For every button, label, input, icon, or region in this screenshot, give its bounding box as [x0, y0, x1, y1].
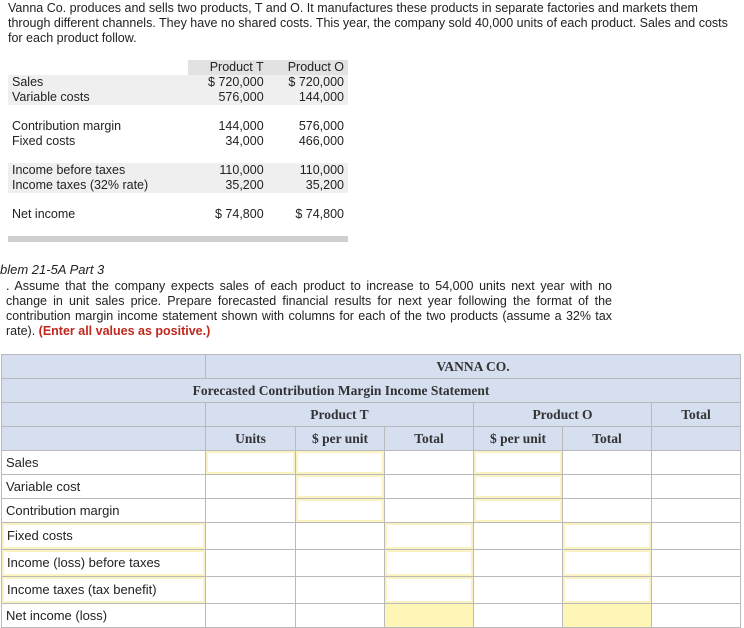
header-blank: [2, 355, 206, 379]
empty-cell: [474, 523, 563, 550]
row-label: Fixed costs: [2, 523, 205, 549]
varcost-t-per-unit-input[interactable]: [296, 475, 385, 499]
given-row-sales: [8, 75, 348, 90]
given-row-variable-costs: [8, 90, 348, 105]
row-label: Income (loss) before taxes: [2, 550, 205, 576]
empty-cell: [206, 475, 296, 499]
row-label: Net income (loss): [2, 604, 206, 628]
problem-intro: Vanna Co. produces and sells two products, T and O. It manufactures these products in separate factories and markets them through different channels. They have no shared costs. This year, the company sold 40,000 units of each product. Sales and costs for each product follow.: [8, 1, 728, 45]
header-o-per-unit: $ per unit: [474, 427, 563, 451]
cm-o-total-input[interactable]: [563, 499, 652, 523]
statement-product-row: [2, 403, 741, 427]
given-value-o: 576,000: [298, 119, 344, 133]
row-label: Income taxes (tax benefit): [2, 577, 205, 603]
given-label: Contribution margin: [12, 119, 122, 133]
net-o-total-input[interactable]: [563, 604, 652, 628]
forecast-statement-table: [1, 354, 741, 628]
given-header-product-o: Product O: [268, 60, 348, 75]
header-o-total: Total: [563, 427, 652, 451]
statement-row-sales: [2, 451, 741, 475]
sales-total-input[interactable]: [652, 451, 741, 475]
empty-cell: [296, 604, 385, 628]
given-value-o: $ 74,800: [295, 207, 344, 221]
given-value-t: 34,000: [225, 134, 264, 148]
header-total: Total: [652, 403, 741, 427]
given-label: Income before taxes: [8, 163, 188, 178]
empty-cell: [474, 577, 563, 604]
statement-column-row: [2, 427, 741, 451]
given-header-blank: [8, 60, 188, 75]
empty-cell: [206, 577, 296, 604]
given-row-contribution-margin: [8, 119, 348, 134]
fixed-total-input[interactable]: [652, 523, 741, 550]
sales-t-total-input[interactable]: [385, 451, 474, 475]
income-taxes-label-input[interactable]: [2, 577, 206, 604]
empty-cell: [206, 604, 296, 628]
cm-o-per-unit-input[interactable]: [474, 499, 563, 523]
tax-t-total-input[interactable]: [385, 577, 474, 604]
sales-units-input[interactable]: [206, 451, 296, 475]
fixed-costs-label-input[interactable]: [2, 523, 206, 550]
statement-row-variable-cost: [2, 475, 741, 499]
given-row-income-before-taxes: [8, 163, 348, 178]
given-bottom-rule: [8, 236, 348, 242]
cm-t-per-unit-input[interactable]: [296, 499, 385, 523]
given-value-t: $ 74,800: [214, 207, 264, 221]
given-value-t: 144,000: [218, 119, 264, 133]
sales-t-per-unit-input[interactable]: [296, 451, 385, 475]
given-value-o: 466,000: [298, 134, 344, 148]
header-units: Units: [206, 427, 296, 451]
income-before-taxes-label-input[interactable]: [2, 550, 206, 577]
header-t-per-unit: $ per unit: [296, 427, 385, 451]
varcost-t-total-input[interactable]: [385, 475, 474, 499]
header-blank: [2, 403, 206, 427]
empty-cell: [296, 523, 385, 550]
empty-cell: [296, 577, 385, 604]
statement-title: [2, 379, 741, 403]
varcost-o-total-input[interactable]: [563, 475, 652, 499]
given-row-fixed-costs: [8, 134, 348, 149]
header-product-o: Product O: [474, 403, 652, 427]
header-product-t: Product T: [206, 403, 474, 427]
statement-company: VANNA CO.: [206, 355, 741, 379]
net-t-total-input[interactable]: [385, 604, 474, 628]
given-value-o: 144,000: [268, 90, 348, 105]
given-gap: [8, 193, 348, 207]
empty-cell: [474, 604, 563, 628]
header-t-total: Total: [385, 427, 474, 451]
statement-row-income-before-taxes: [2, 550, 741, 577]
statement-title-text: Forecasted Contribution Margin Income Statement: [192, 382, 490, 398]
statement-row-income-taxes: [2, 577, 741, 604]
given-value-o: 110,000: [268, 163, 348, 178]
header-blank: [2, 427, 206, 451]
given-value-t: 110,000: [188, 163, 267, 178]
empty-cell: [474, 550, 563, 577]
part-title: blem 21-5A Part 3: [0, 262, 105, 277]
row-label: Sales: [2, 451, 206, 475]
statement-row-fixed-costs: [2, 523, 741, 550]
empty-cell: [206, 550, 296, 577]
ibt-t-total-input[interactable]: [385, 550, 474, 577]
fixed-o-total-input[interactable]: [563, 523, 652, 550]
given-label: Income taxes (32% rate): [8, 178, 188, 193]
sales-o-total-input[interactable]: [563, 451, 652, 475]
given-label: Fixed costs: [12, 134, 76, 148]
header-blank: [652, 427, 741, 451]
row-label: Variable cost: [2, 475, 206, 499]
ibt-total-input[interactable]: [652, 550, 741, 577]
given-label: Sales: [8, 75, 188, 90]
instruction-emphasis: (Enter all values as positive.): [38, 324, 211, 338]
sales-o-per-unit-input[interactable]: [474, 451, 563, 475]
instruction-text: . Assume that the company expects sales of each product to increase to 54,000 units next year with no change in unit sales price. Prepare forecasted financial results for next year following the format of the contribution margin income statement shown with columns for each of the two products (assume a 32% tax rate).: [6, 279, 612, 338]
varcost-o-per-unit-input[interactable]: [474, 475, 563, 499]
given-label: Variable costs: [8, 90, 188, 105]
tax-total-input[interactable]: [652, 577, 741, 604]
given-value-t: $ 720,000: [188, 75, 267, 90]
given-value-o: 35,200: [268, 178, 348, 193]
statement-company-row: [2, 355, 741, 379]
given-data-table: [8, 60, 348, 242]
statement-row-net-income: [2, 604, 741, 628]
given-row-net-income: [8, 207, 348, 222]
statement-title-row: [2, 379, 741, 403]
cm-t-total-input[interactable]: [385, 499, 474, 523]
empty-cell: [296, 550, 385, 577]
empty-cell: [206, 523, 296, 550]
given-value-t: 576,000: [188, 90, 267, 105]
given-gap: [8, 149, 348, 163]
given-label: Net income: [12, 207, 76, 221]
row-label: Contribution margin: [2, 499, 206, 523]
given-gap: [8, 222, 348, 236]
ibt-o-total-input[interactable]: [563, 550, 652, 577]
given-header-row: [8, 60, 348, 75]
part-instructions: [6, 279, 612, 339]
given-header-product-t: Product T: [188, 60, 267, 75]
varcost-total-input[interactable]: [652, 475, 741, 499]
given-row-income-taxes: [8, 178, 348, 193]
empty-cell: [206, 499, 296, 523]
net-total-input[interactable]: [652, 604, 741, 628]
fixed-t-total-input[interactable]: [385, 523, 474, 550]
tax-o-total-input[interactable]: [563, 577, 652, 604]
given-value-t: 35,200: [188, 178, 267, 193]
statement-row-contribution-margin: [2, 499, 741, 523]
cm-total-input[interactable]: [652, 499, 741, 523]
given-value-o: $ 720,000: [268, 75, 348, 90]
given-gap: [8, 105, 348, 119]
